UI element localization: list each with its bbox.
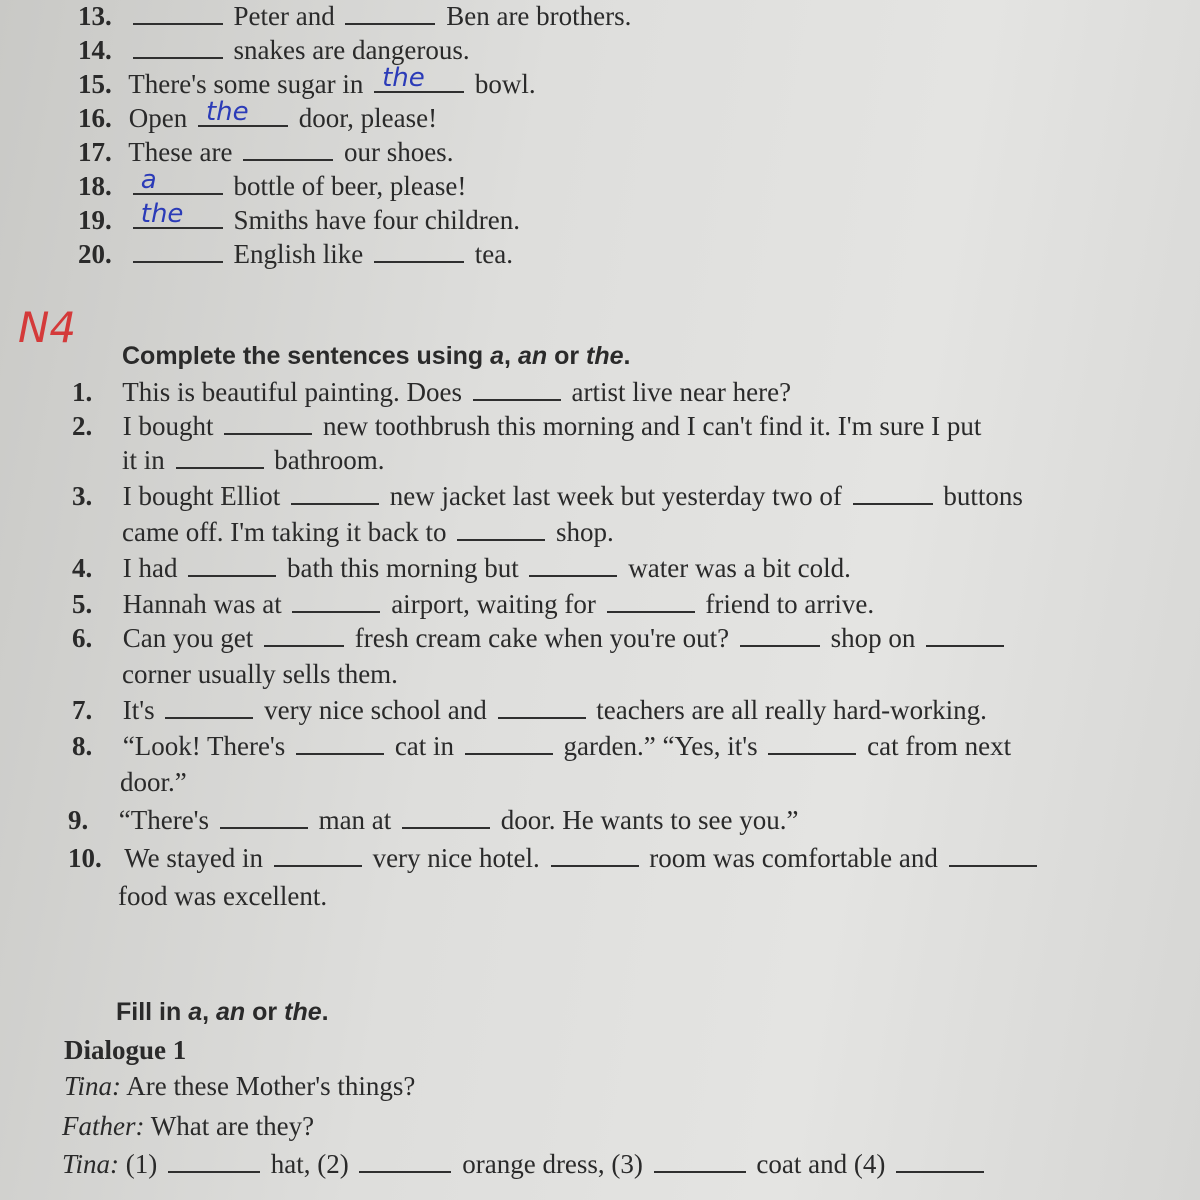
item-text: There's some sugar in [128, 69, 364, 99]
answer-blank[interactable] [374, 239, 464, 263]
item-text: our shoes. [343, 137, 454, 167]
item-text: bowl. [474, 69, 536, 99]
answer-blank[interactable] [168, 1149, 260, 1173]
answer-blank[interactable] [529, 553, 617, 577]
exercise-4-instruction: Complete the sentences using a, an or the. [122, 342, 631, 370]
exercise-5-instruction: Fill in a, an or the. [116, 998, 329, 1026]
item-19 [78, 199, 520, 236]
item-number: 19. [78, 205, 112, 235]
dialogue-title: Dialogue 1 [64, 1035, 187, 1065]
sentence-number: 3. [72, 481, 93, 511]
sentence-5: 5. Hannah was at airport, waiting for friend to arrive. [72, 589, 875, 619]
answer-blank[interactable] [133, 1, 223, 25]
item-text: Ben are brothers. [446, 1, 632, 31]
sentence-3-cont: came off. I'm taking it back to shop. [122, 517, 614, 547]
item-13 [78, 0, 631, 32]
answer-blank[interactable] [457, 517, 545, 541]
answer-blank[interactable] [296, 731, 384, 755]
item-text: door, please! [298, 103, 438, 133]
item-number: 17. [78, 137, 112, 167]
sentence-6-cont: corner usually sells them. [122, 659, 398, 689]
sentence-number: 7. [72, 695, 93, 725]
answer-blank[interactable] [133, 199, 223, 229]
answer-blank[interactable] [133, 239, 223, 263]
sentence-9: 9. “There's man at door. He wants to see you.” [68, 805, 799, 835]
answer-blank[interactable] [264, 623, 344, 647]
item-16 [78, 97, 438, 134]
answer-blank[interactable] [768, 731, 856, 755]
item-text: Peter and [233, 1, 335, 31]
answer-blank[interactable] [165, 695, 253, 719]
item-20 [78, 238, 513, 270]
sentence-2: 2. I bought new toothbrush this morning and I can't find it. I'm sure I put [72, 411, 982, 441]
item-18 [78, 165, 467, 202]
sentence-1: 1. This is beautiful painting. Does artist live near here? [72, 377, 792, 407]
sentence-4: 4. I had bath this morning but water was a bit cold. [72, 553, 851, 583]
answer-blank[interactable] [374, 63, 464, 93]
answer-blank[interactable] [274, 843, 362, 867]
sentence-number: 2. [72, 411, 93, 441]
answer-blank[interactable] [291, 481, 379, 505]
item-text: Open [128, 103, 188, 133]
answer-blank[interactable] [133, 35, 223, 59]
item-14 [78, 34, 470, 66]
sentence-8-cont: door.” [120, 767, 187, 797]
sentence-2-cont: it in bathroom. [122, 445, 385, 475]
item-text: These are [128, 137, 233, 167]
sentence-number: 9. [68, 805, 89, 835]
dialogue-line-tina: Tina: Are these Mother's things? [64, 1071, 416, 1101]
sentence-number: 4. [72, 553, 93, 583]
answer-blank[interactable] [188, 553, 276, 577]
item-text: tea. [474, 239, 513, 269]
item-number: 16. [78, 103, 112, 133]
handwritten-answer: the [140, 199, 184, 229]
item-number: 13. [78, 1, 112, 31]
item-17 [78, 136, 453, 168]
sentence-10-cont: food was excellent. [118, 881, 328, 911]
answer-blank[interactable] [654, 1149, 746, 1173]
sentence-number: 1. [72, 377, 93, 407]
dialogue-line-father: Father: What are they? [62, 1111, 315, 1141]
answer-blank[interactable] [926, 623, 1004, 647]
sentence-number: 10. [68, 843, 102, 873]
item-number: 14. [78, 35, 112, 65]
sentence-number: 6. [72, 623, 93, 653]
sentence-8: 8. “Look! There's cat in garden.” “Yes, it's cat from next [72, 731, 1012, 761]
answer-blank[interactable] [498, 695, 586, 719]
dialogue-line-tina-2: Tina: (1) hat, (2) orange dress, (3) coat and (4) [62, 1148, 988, 1180]
answer-blank[interactable] [740, 623, 820, 647]
handwritten-answer: a [140, 165, 157, 195]
sentence-6: 6. Can you get fresh cream cake when you're out? shop on [72, 622, 1008, 654]
speaker: Father: [62, 1111, 145, 1141]
speaker: Tina: [62, 1149, 120, 1179]
item-number: 20. [78, 239, 112, 269]
answer-blank[interactable] [949, 843, 1037, 867]
answer-blank[interactable] [359, 1149, 451, 1173]
handwritten-answer: the [205, 97, 249, 127]
answer-blank[interactable] [243, 137, 333, 161]
answer-blank[interactable] [133, 165, 223, 195]
sentence-number: 8. [72, 731, 93, 761]
item-text: Smiths have four children. [233, 205, 520, 235]
sentence-7: 7. It's very nice school and teachers are all really hard-working. [72, 695, 987, 725]
sentence-10: 10. We stayed in very nice hotel. room was comfortable and [68, 842, 1041, 874]
answer-blank[interactable] [896, 1149, 984, 1173]
answer-blank[interactable] [198, 97, 288, 127]
sentence-3: 3. I bought Elliot new jacket last week but yesterday two of buttons [72, 481, 1023, 511]
answer-blank[interactable] [345, 1, 435, 25]
item-15 [78, 63, 536, 100]
answer-blank[interactable] [607, 589, 695, 613]
sentence-number: 5. [72, 589, 93, 619]
item-text: bottle of beer, please! [233, 171, 467, 201]
answer-blank[interactable] [220, 805, 308, 829]
answer-blank[interactable] [224, 411, 312, 435]
speaker: Tina: [64, 1071, 122, 1101]
item-number: 18. [78, 171, 112, 201]
answer-blank[interactable] [402, 805, 490, 829]
answer-blank[interactable] [853, 481, 933, 505]
item-number: 15. [78, 69, 112, 99]
answer-blank[interactable] [176, 445, 264, 469]
answer-blank[interactable] [551, 843, 639, 867]
handwritten-exercise-marker: N4 [18, 303, 77, 352]
answer-blank[interactable] [465, 731, 553, 755]
answer-blank[interactable] [292, 589, 380, 613]
answer-blank[interactable] [473, 377, 561, 401]
item-text: snakes are dangerous. [233, 35, 470, 65]
item-text: English like [233, 239, 364, 269]
handwritten-answer: the [382, 63, 425, 93]
